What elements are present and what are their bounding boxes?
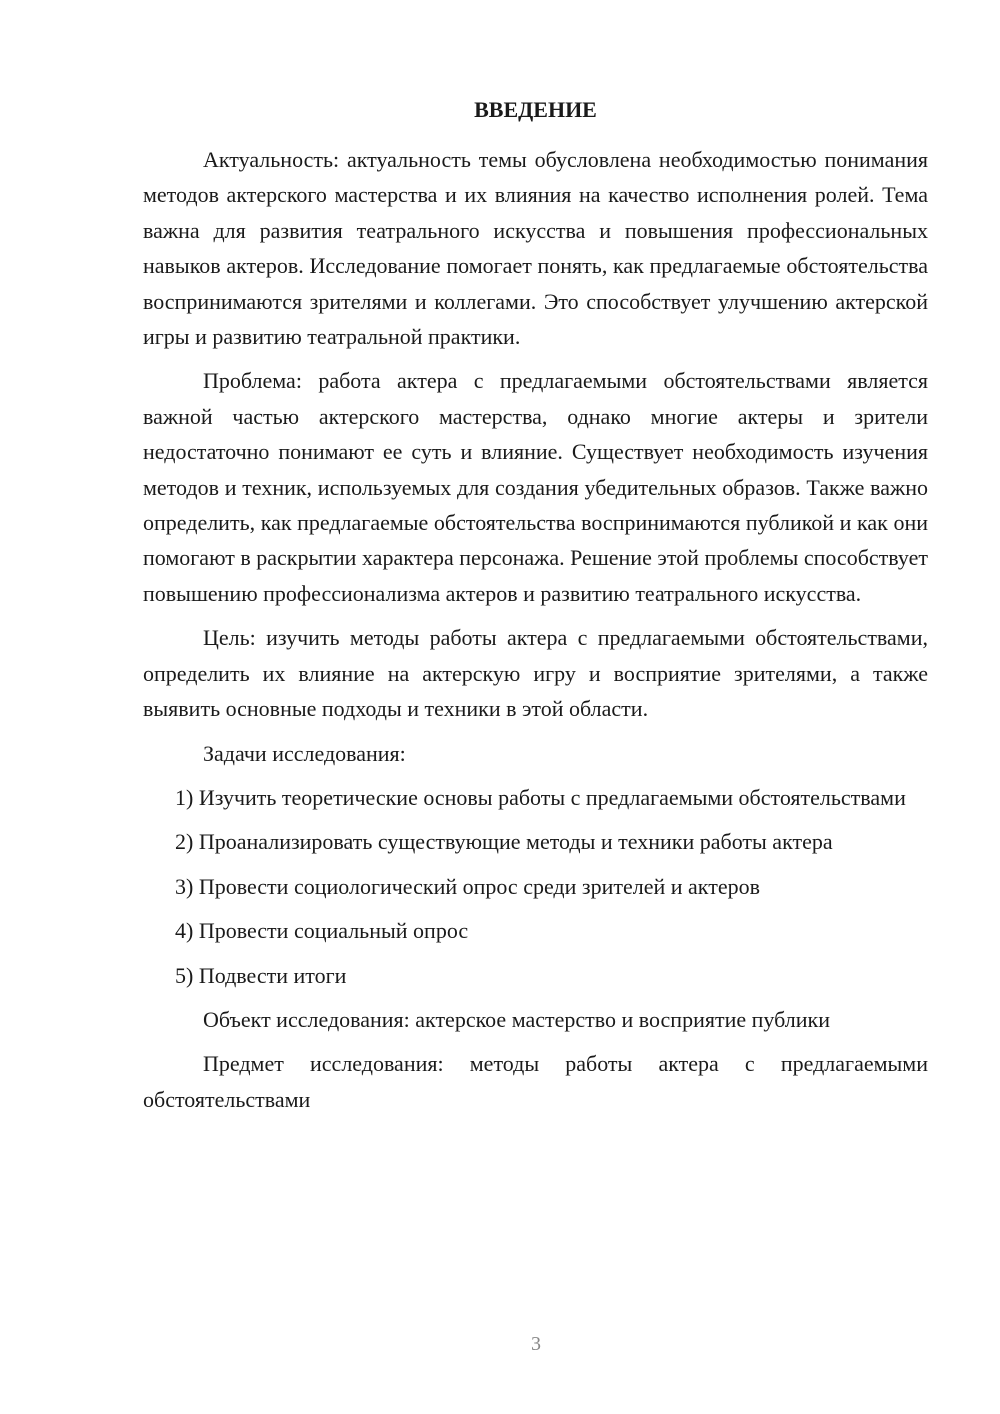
task-item-2: 2) Проанализировать существующие методы и техники работы актера: [175, 829, 833, 855]
task-item-5: 5) Подвести итоги: [175, 962, 347, 988]
object-paragraph: Объект исследования: актерское мастерство и восприятие публики: [203, 1006, 830, 1032]
document-page: [143, 94, 928, 1117]
problem-paragraph: Проблема: работа актера с предлагаемыми обстоятельствами является важной частью актерского мастерства, однако многие актеры и зрители недостаточно понимают ее суть и влияние. Существует необходимость изучения методов и техник, используемых для создания убедительных образов. Также важно определить, как предлагаемые обстоятельства воспринимаются публикой и как они помогают в раскрытии характера персонажа. Решение этой проблемы способствует повышению профессионализма актеров и развитию театрального искусства.: [143, 368, 928, 606]
task-item-1: 1) Изучить теоретические основы работы с предлагаемыми обстоятельствами: [175, 784, 906, 810]
task-item-3: 3) Провести социологический опрос среди зрителей и актеров: [175, 873, 760, 899]
relevance-paragraph: Актуальность: актуальность темы обусловлена необходимостью понимания методов актерского мастерства и их влияния на качество исполнения ролей. Тема важна для развития театрального искусства и повышения профессиональных навыков актеров. Исследование помогает понять, как предлагаемые обстоятельства воспринимаются зрителями и коллегами. Это способствует улучшению актерской игры и развитию театральной практики.: [143, 147, 928, 350]
tasks-title: Задачи исследования:: [203, 740, 406, 766]
task-item-4: 4) Провести социальный опрос: [175, 918, 469, 944]
page-number: 3: [531, 1333, 541, 1355]
page-title: ВВЕДЕНИЕ: [474, 97, 597, 122]
subject-paragraph: Предмет исследования: методы работы актера с предлагаемыми обстоятельствами: [143, 1051, 928, 1112]
goal-paragraph: Цель: изучить методы работы актера с предлагаемыми обстоятельствами, определить их влияние на актерскую игру и восприятие зрителями, а также выявить основные подходы и техники в этой области.: [143, 625, 928, 722]
